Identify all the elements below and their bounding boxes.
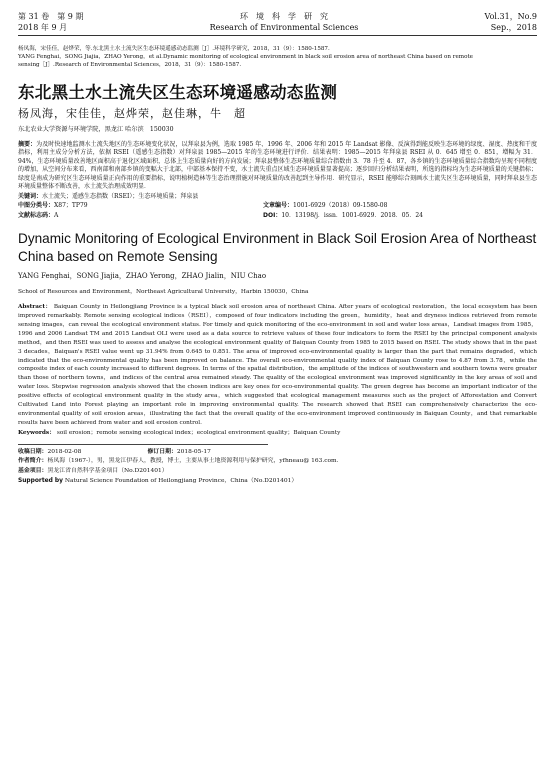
- keywords-cn-row: [18, 192, 537, 202]
- header-rule: [18, 35, 537, 36]
- citation-en-line2: sensing［J］.Research of Environmental Sciences，2018，31（9）：1580-1587.: [18, 62, 242, 69]
- title-en: Dynamic Monitoring of Ecological Environment in Black Soil Erosion Area of Northeast China based on Remote Sensing: [18, 231, 537, 264]
- abstract-en-label: Abstract：: [18, 304, 52, 311]
- fund-label: 基金项目：: [18, 467, 48, 474]
- article-no-label: 文章编号：: [263, 202, 294, 210]
- article-no-value: 1001-6929（2018）09-1580-08: [293, 202, 388, 210]
- citation-en-line1: YANG Fenghai，SONG Jiajia，ZHAO Yerong，et al.Dynamic monitoring of ecological environment in black soil erosion area of northeast China based on remote: [18, 54, 473, 61]
- revised-label: 修订日期：: [147, 448, 177, 455]
- abstract-cn: [18, 141, 537, 192]
- authors-cn: 杨凤海，宋佳佳，赵烨荣，赵佳琳，牛 超: [18, 106, 246, 120]
- citation-block: [18, 45, 537, 70]
- abstract-cn-text: 为及时快速地监测水土流失地区的生态环境变化状况，以拜泉县为例，选取 1985 年、1996 年、2006 年和 2015 年 Landsat 影像、反演得到能反映生态环境的绿度、湿度、热度和干度指标，利用主成分分析方法，依据 RSEI（遥感生态指数）对拜泉县 1985—2015 年的生态环境进行评价．结果表明：1985—2015 年拜泉县 RSEI 从 0．645 增至 0．851，增幅为 31．94%，生态环境质量改善地区面积高于退化区域面积，总体上生态质量向好的方向发展；拜泉县整体生态环境质量综合指数由 3．78 升至 4．87，各乡镇的生态环境质量综合指数均呈现不同程度的增加，从空间分布来看，西南部和南部乡镇的变幅大于北部，中部基本保持不变，水土流失重点区域生态环境质量显著提高；逐步回归分析结果表明，所选的指标均为生态环境质量的关键指标；绿度是南成为研究区生态环境质量正向作用的重要指标，说明植树造林等生态治理措施对环境质量的改善起到主导作用．研究显示，RSEI 能够综合刻画水土流失区生态环境质量，同时拜泉县生态环境质量整体不断改善，水土流失治理成效明显．: [18, 140, 537, 191]
- supported-label: Supported by: [18, 477, 63, 484]
- header-left: [18, 11, 83, 33]
- dates-row: [18, 448, 537, 458]
- header-vol-en: Vol.31，No.9: [484, 12, 537, 21]
- supported: Natural Science Foundation of Heilongjiang Province，China（No.D201401）: [64, 477, 298, 484]
- keywords-en-label: Keywords：: [18, 429, 55, 436]
- meta-row-2: [18, 211, 537, 221]
- clc-cell: [18, 201, 263, 211]
- header-journal-cn: 环 境 科 学 研 究: [240, 12, 328, 21]
- footnotes: [18, 448, 537, 486]
- header-right: [485, 11, 537, 33]
- keywords-cn: 水土流失；遥感生态指数（RSEI）；生态环境质量；拜泉县: [42, 192, 199, 200]
- citation-cn: 杨凤海，宋佳佳，赵烨荣，等.东北黑土水土流失区生态环境遥感动态监测［J］.环境科学研究，2018，31（9）：1580-1587.: [18, 46, 330, 52]
- header-date-en: Sep.，2018: [490, 23, 537, 32]
- footnote-rule: [18, 444, 268, 445]
- abstract-en: [18, 303, 537, 428]
- supported-row: [18, 477, 537, 487]
- received-label: 收稿日期：: [18, 448, 48, 455]
- abstract-cn-label: 摘要：: [18, 140, 37, 148]
- author-bio: 杨凤海（1967-），男，黑龙江伊春人，教授，博士，主要从事土地资源利用与保护研究，yfhneau@ 163.com.: [47, 458, 339, 465]
- article-no-cell: [263, 201, 387, 211]
- doi-value: 10．13198/j．issn．1001-6929．2018．05．24: [281, 211, 423, 219]
- doc-code-value: A: [54, 211, 59, 219]
- article-meta: [18, 192, 537, 221]
- header-center: [210, 11, 359, 33]
- authors-en: YANG Fenghai，SONG Jiajia，ZHAO Yerong，ZHAO Jialin，NIU Chao: [18, 272, 267, 281]
- doc-code-label: 文献标志码：: [18, 211, 55, 219]
- running-header: [18, 0, 537, 33]
- doc-code-cell: [18, 211, 263, 221]
- clc-label: 中图分类号：: [18, 202, 55, 210]
- header-issue-cn: 第 31 卷 第 9 期: [18, 12, 84, 21]
- fund: 黑龙江省自然科学基金项目（No.D201401）: [47, 467, 168, 474]
- fund-row: [18, 467, 537, 477]
- doi-label: DOI：: [263, 211, 282, 219]
- keywords-cn-label: 关键词：: [18, 192, 43, 200]
- meta-row-1: [18, 201, 537, 211]
- doi-cell: [263, 211, 423, 221]
- title-cn: 东北黑土水土流失区生态环境遥感动态监测: [18, 82, 338, 102]
- author-bio-label: 作者简介：: [18, 458, 48, 465]
- header-journal-en: Research of Environmental Sciences: [209, 23, 359, 32]
- abstract-en-text: Baiquan County in Heilongjiang Province is a typical black soil erosion area of northeast China. After years of ecological restoration，the local ecosystem has been improved remarkably. Remote sensing ecological indices（RSEI），composed of four indicators including the green，humidity，heat and dryness indices retrieved from remote sensing images，can reveal the ecological environment status. For timely and quick monitoring of the eco-environment in soil and water loss areas，Landsat images from 1985，1996 and 2006 Landsat TM and 2015 Landsat OLI were used as a data source to retrieve values of these four indicators to form the RSEI by the principal component analysis method，and then RSEI was used to assess and analyse the ecological environment quality of Baiquan County from 1985 to 2015 based on RSEI. The study shows that in the past 3 decades，Baiquan's RSEI value went up 31.94% from 0.645 to 0.851. The area of improved eco-environmental quality is larger than the part that remains degraded，which indicated that the eco-environmental quality has been improved on balance. The overall eco-environmental quality index of Baiquan County rose to 4.87 from 3.78，while the composite index of each county increased to different degrees. In terms of the spatial distribution，the amplitude of the indices of southwestern and southern towns were greater than those of northern towns，and indices of the central area remained steady. The quality of the ecological environment was improved significantly in the key areas of soil and water loss. Stepwise regression analysis showed that the chosen indices are key ones for eco-environmental quality. The green degree has become an important indicator of the positive effects of ecological environment quality in the study area，which suggested that ecological management measures such as the project of Afforestation and Convert Cultivated Land into Forest playing an important role in improving environmental quality. The research showed that RSEI can comprehensively characterize the eco-environmental quality of soil erosion areas，illustrating the fact that the overall quality of the eco-environment improved continuously in Baiquan County，and that remarkable results have been achieved from water and soil erosion control.: [18, 304, 538, 426]
- clc-value: X87；TP79: [54, 202, 88, 210]
- header-date-cn: 2018 年 9 月: [18, 23, 68, 32]
- keywords-en: soil erosion；remote sensing ecological index；ecological environment quality；Baiquan County: [56, 429, 341, 436]
- revised-date: 2018-05-17: [176, 448, 211, 455]
- affiliation-cn: 东北农业大学资源与环境学院，黑龙江 哈尔滨 150030: [18, 125, 174, 133]
- keywords-en-row: [18, 429, 537, 437]
- received-date: 2018-02-08: [47, 448, 82, 455]
- affiliation-en: School of Resources and Environment，Northeast Agricultural University，Harbin 150030，China: [18, 289, 309, 296]
- author-bio-row: [18, 457, 537, 467]
